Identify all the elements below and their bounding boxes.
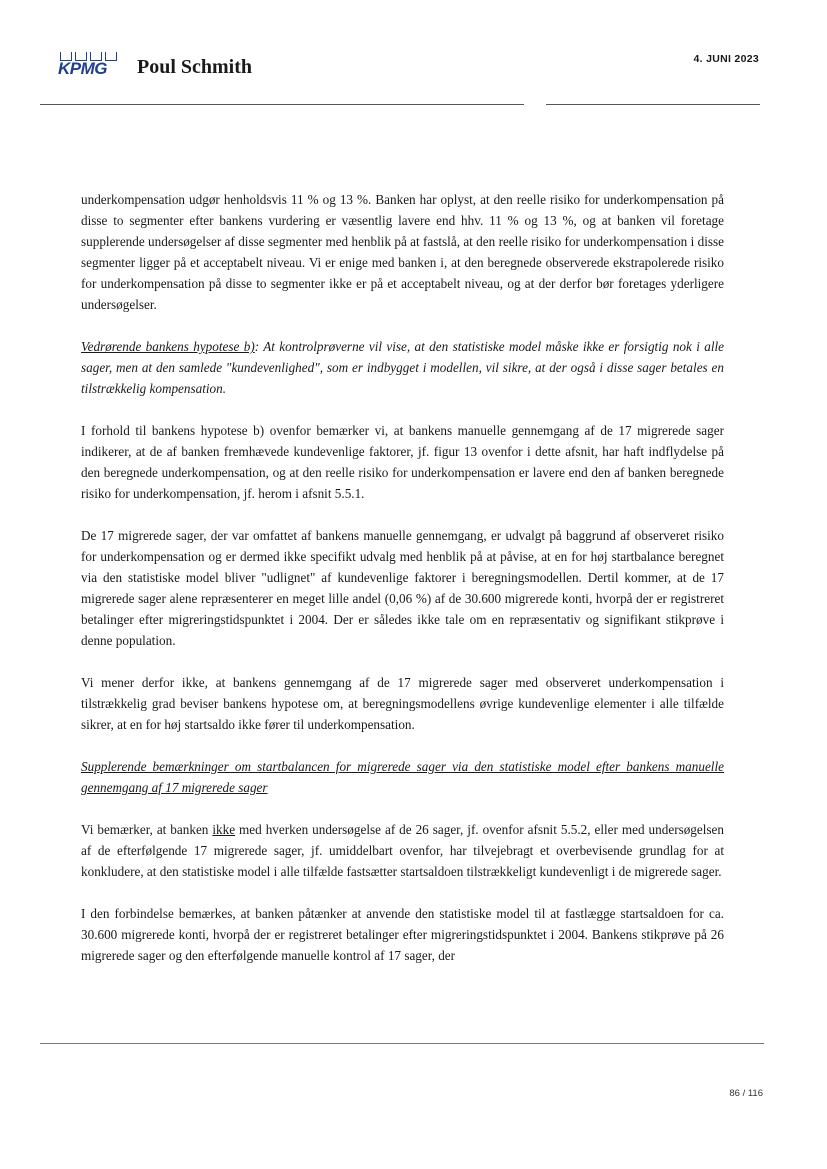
paragraph-7-start: Vi bemærker, at banken [81, 822, 213, 837]
supplementary-heading: Supplerende bemærkninger om startbalancen for migrerede sager via den statistiske model efter bankens manuelle gennemgang af 17 migrerede sager [81, 759, 724, 795]
paragraph-5: Vi mener derfor ikke, at bankens gennemgang af de 17 migrerede sager med observeret underkompensation i tilstrækkelig grad beviser bankens hypotese om, at beregningsmodellens øvrige kundevenlige elementer i alle tilfælde sikrer, at en for høj startsaldo ikke fører til underkompensation. [81, 675, 724, 732]
paragraph-7 [81, 819, 724, 882]
hypothesis-b-heading: Vedrørende bankens hypotese b) [81, 339, 255, 354]
hypothesis-b-paragraph [81, 336, 724, 399]
page-number: 86 / 116 [729, 1088, 763, 1099]
document-date: 4. JUNI 2023 [693, 53, 759, 65]
paragraph-8: I den forbindelse bemærkes, at banken påtænker at anvende den statistiske model til at fastlægge startsaldoen for ca. 30.600 migrerede konti, hvorpå der er registreret betalinger efter migreringstidspunktet i 2004. Bankens stikprøve på 26 migrerede sager og den efterfølgende manuelle kontrol af 17 sager, der [81, 906, 724, 963]
supplementary-heading-paragraph [81, 756, 724, 798]
hypothesis-b-text: : At kontrolprøverne vil vise, at den statistiske model måske ikke er forsigtig nok i alle sager, men at den samlede "kundevenlighed", som er indbygget i modellen, vil sikre, at der også i disse sager betales en tilstrækkelig kompensation. [81, 339, 725, 396]
paragraph-7-rest: med hverken undersøgelse af de 26 sager, jf. ovenfor afsnit 5.5.2, eller med undersøgelsen af de efterfølgende 17 migrerede sager, jf. umiddelbart ovenfor, har tilvejebragt et overbevisende grundlag for at konkludere, at den statistiske model i alle tilfælde fastsætter startsaldoen tilstrækkeligt kundevenligt i de migrerede sager. [81, 822, 724, 879]
paragraph-3: I forhold til bankens hypotese b) ovenfor bemærker vi, at bankens manuelle gennemgang af de 17 migrerede sager indikerer, at de af banken fremhævede kundevenlige faktorer, jf. figur 13 ovenfor i dette afsnit, har haft indflydelse på den beregnede underkompensation, og at den reelle risiko for underkompensation er lavere end den af banken beregnede risiko for underkompensation, jf. herom i afsnit 5.5.1. [81, 423, 724, 501]
header-rule-left [40, 104, 524, 105]
paragraph-1: underkompensation udgør henholdsvis 11 % og 13 %. Banken har oplyst, at den reelle risiko for underkompensation på disse to segmenter efter bankens vurdering er væsentlig lavere end hhv. 11 % og 13 %, og at banken vil foretage supplerende undersøgelser af disse segmenter med henblik på at fastslå, at den reelle risiko for underkompensation i disse segmenter ligger på et acceptabelt niveau. Vi er enige med banken i, at den beregnede observerede ekstrapolerede risiko for underkompensation på disse to segmenter ikke er på et acceptabelt niveau, og at der derfor bør foretages yderligere undersøgelser. [81, 192, 724, 312]
kpmg-logo [58, 52, 120, 80]
firm-name: Poul Schmith [137, 56, 253, 78]
paragraph-7-emphasis: ikke [212, 822, 236, 837]
document-body [81, 189, 724, 987]
paragraph-4: De 17 migrerede sager, der var omfattet af bankens manuelle gennemgang, er udvalgt på baggrund af observeret risiko for underkompensation og er dermed ikke specifikt udvalg med henblik på at påvise, at en for høj startbalance beregnet via den statistiske model bliver "udlignet" af kundevenlige faktorer i beregningsmodellen. Dertil kommer, at de 17 migrerede sager alene repræsenterer en meget lille andel (0,06 %) af de 30.600 migrerede konti, hvorpå der er registreret betalinger efter migreringstidspunktet i 2004. Der er således ikke tale om en repræsentativ og signifikant stikprøve i denne population. [81, 528, 724, 648]
logo-text: KPMG [58, 59, 107, 78]
footer-rule [40, 1043, 764, 1044]
header-rule-right [546, 104, 760, 105]
